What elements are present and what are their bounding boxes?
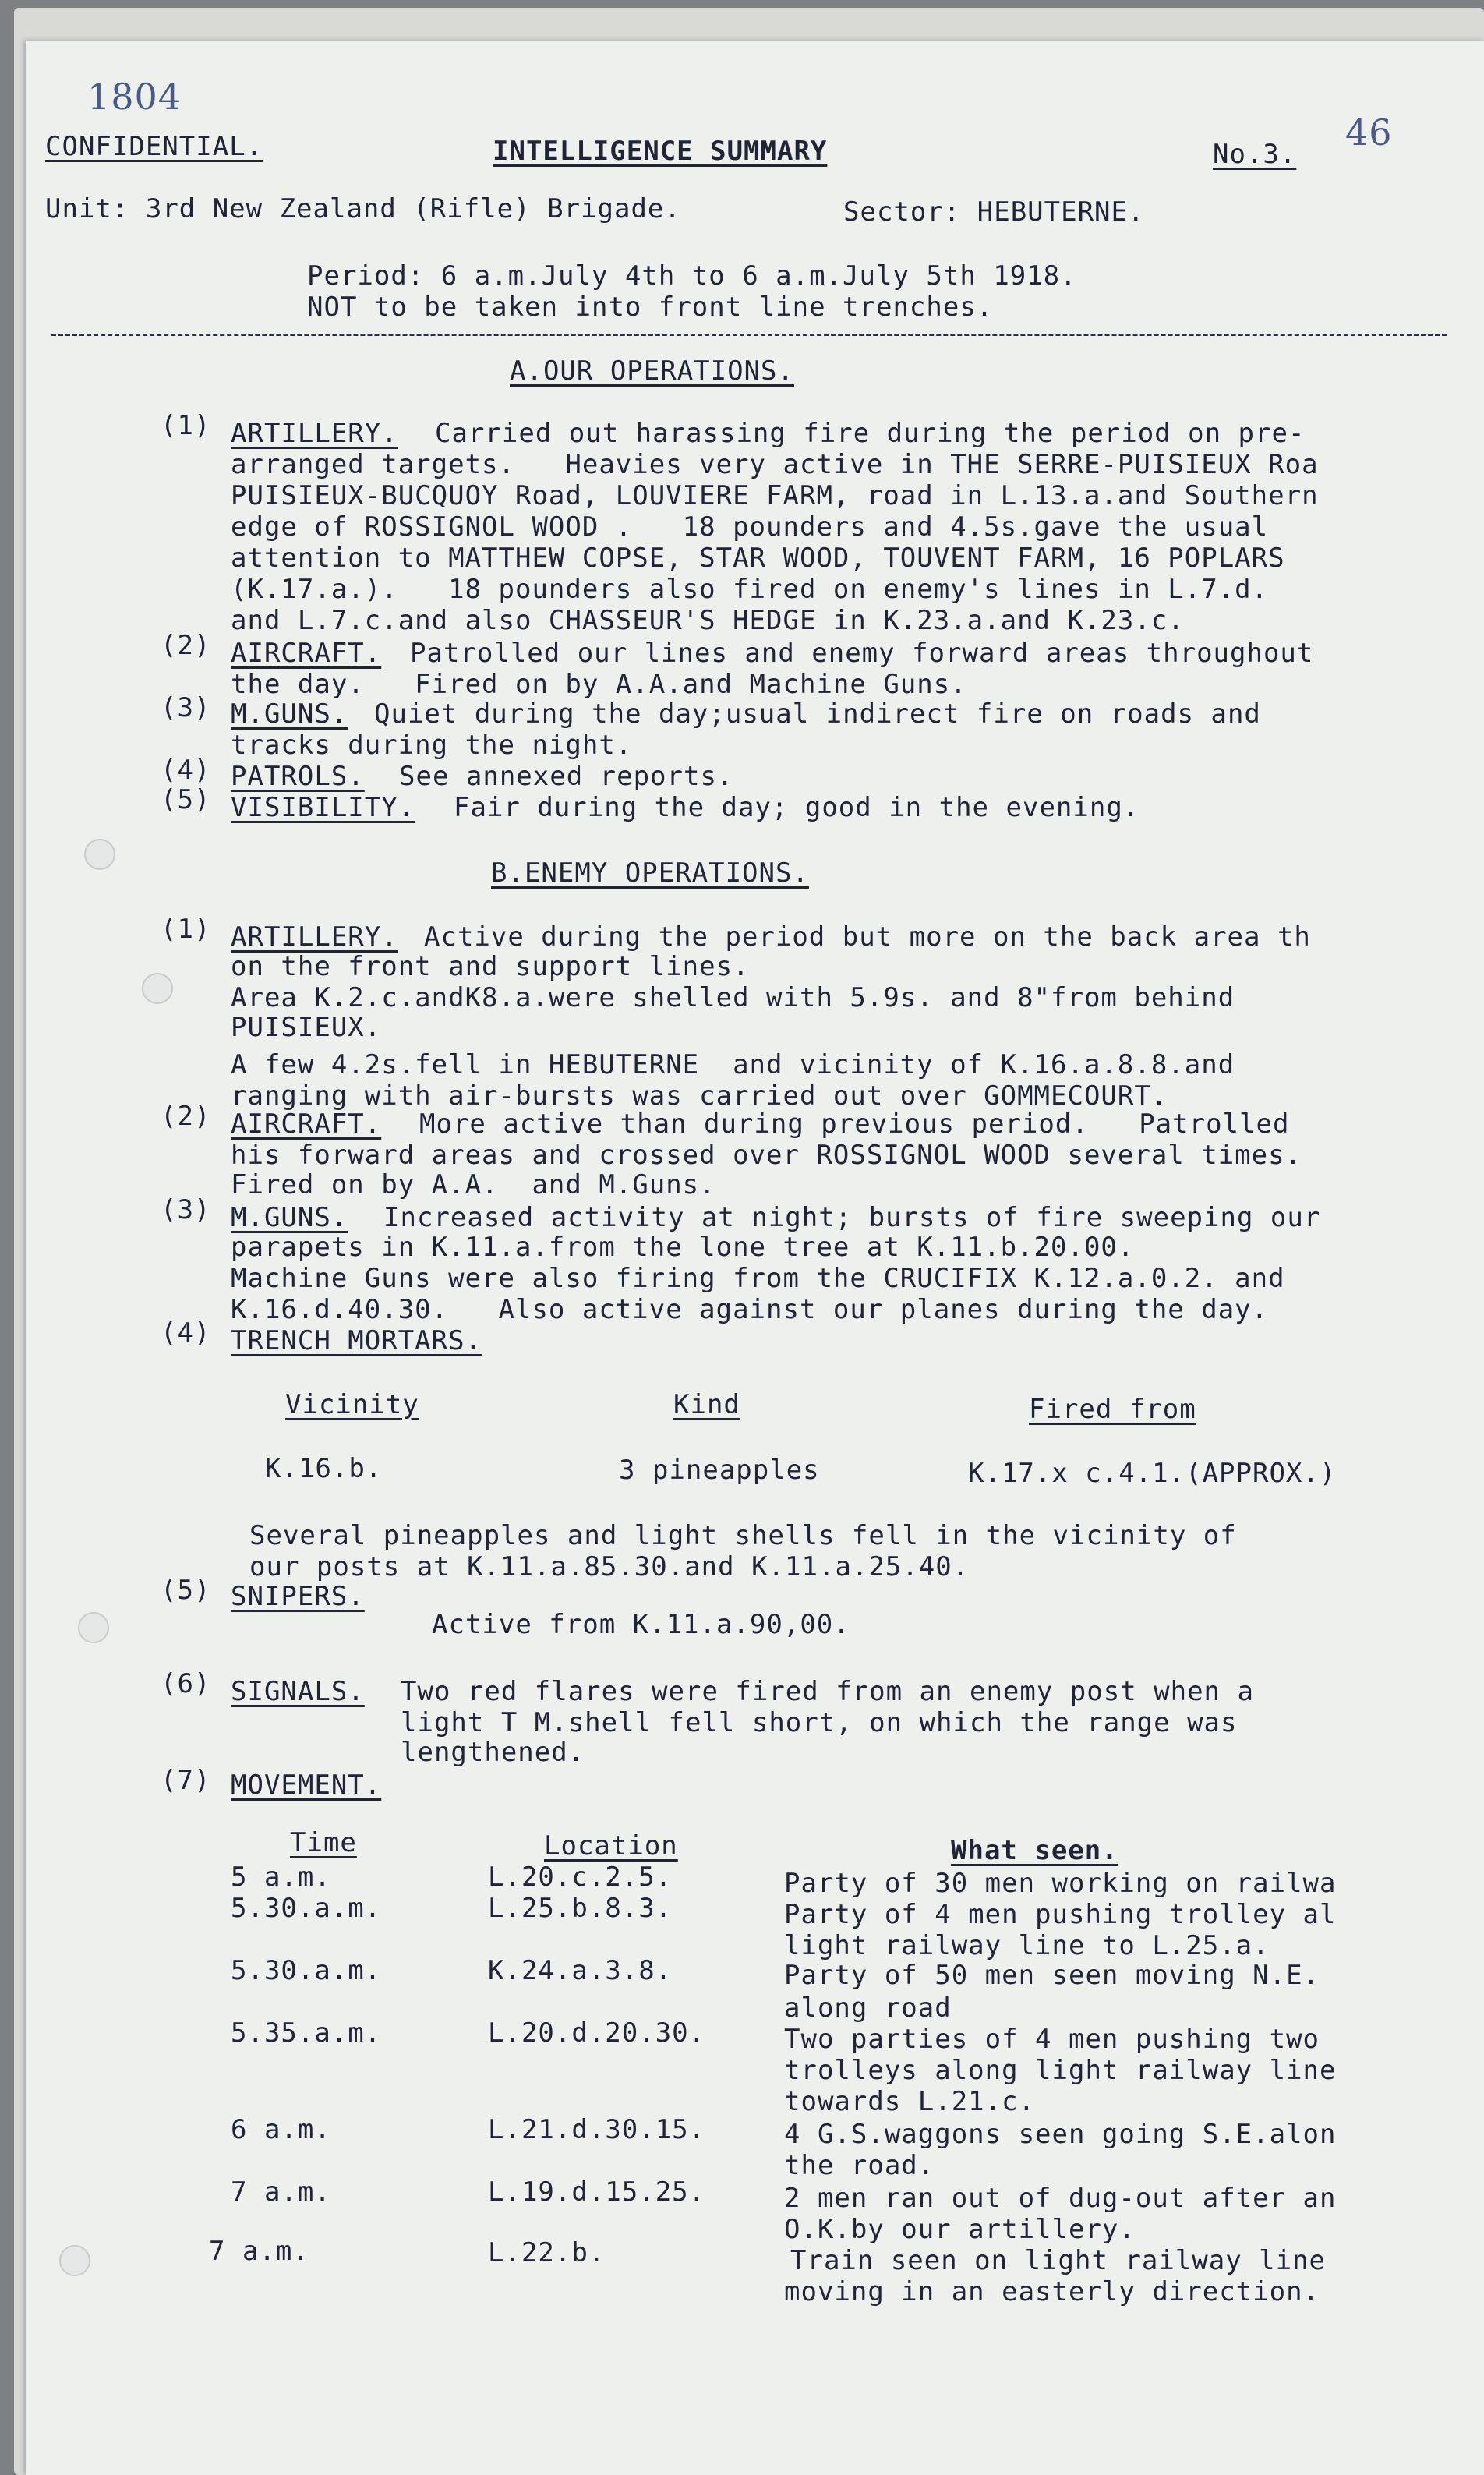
movement-time: 5.30.a.m. [231,1893,382,1924]
item-title: ARTILLERY. [231,921,398,953]
movement-location: L.20.d.20.30. [488,2017,706,2049]
item-number: (2) [161,1101,211,1132]
item-line: Fair during the day; good in the evening. [454,792,1140,823]
movement-location: L.21.d.30.15. [488,2114,706,2145]
item-title: AIRCRAFT. [231,1108,382,1140]
movement-header-what-seen: What seen. [951,1835,1118,1866]
item-line: Increased activity at night; bursts of fire sweeping our [383,1202,1321,1233]
item-title: ARTILLERY. [231,418,398,449]
signals-line: lengthened. [401,1737,585,1768]
item-line: his forward areas and crossed over ROSSIGNOL WOOD several times. [231,1140,1302,1171]
item-line: Quiet during the day;usual indirect fire on roads and [374,698,1261,730]
movement-location: L.25.b.8.3. [488,1893,673,1924]
tm-note-line: Several pineapples and light shells fell in the vicinity of [249,1520,1237,1551]
item-number: (2) [161,630,211,661]
movement-time: 5 a.m. [231,1862,331,1893]
movement-location: L.20.c.2.5. [488,1862,673,1893]
item-line: ranging with air-bursts was carried out over GOMMECOURT. [231,1080,1168,1112]
divider-rule [51,334,1447,336]
item-number: (3) [161,1194,211,1225]
unit-line: Unit: 3rd New Zealand (Rifle) Brigade. [45,193,681,225]
item-number: (7) [161,1765,211,1796]
movement-time: 5.35.a.m. [231,2017,382,2049]
item-line: A few 4.2s.fell in HEBUTERNE and vicinity of K.16.a.8.8.and [231,1049,1235,1080]
item-line: attention to MATTHEW COPSE, STAR WOOD, TOUVENT FARM, 16 POPLARS [231,543,1285,574]
page-number: 46 [1345,111,1393,154]
period-line: Period: 6 a.m.July 4th to 6 a.m.July 5th 1918. [307,260,1077,292]
section-a-heading: A.OUR OPERATIONS. [510,355,794,387]
movement-seen: along road [784,1992,952,2024]
tm-header-vicinity: Vicinity [285,1389,419,1420]
item-line: More active than during previous period. Patrolled [419,1108,1290,1140]
movement-time: 5.30.a.m. [231,1955,382,1986]
item-title: AIRCRAFT. [231,638,382,669]
item-line: Active during the period but more on the back area th [424,921,1311,953]
notice-line: NOT to be taken into front line trenches. [307,292,994,323]
item-line: and L.7.c.and also CHASSEUR'S HEDGE in K.23.a.and K.23.c. [231,605,1185,636]
item-number: (5) [161,784,211,815]
movement-seen: towards L.21.c. [784,2086,1036,2117]
sector-line: Sector: HEBUTERNE. [843,196,1145,228]
movement-header-time: Time [290,1827,357,1858]
tm-cell-fired-from: K.17.x c.4.1.(APPROX.) [968,1458,1337,1489]
item-number: (3) [161,692,211,723]
document-title: INTELLIGENCE SUMMARY [493,136,828,167]
tm-cell-kind: 3 pineapples [619,1455,820,1486]
item-title: M.GUNS. [231,698,348,730]
item-line: Carried out harassing fire during the period on pre- [435,418,1306,449]
item-line: PUISIEUX. [231,1012,382,1043]
item-title: MOVEMENT. [231,1770,382,1801]
item-title: TRENCH MORTARS. [231,1325,482,1356]
punch-hole [84,839,115,870]
movement-seen: Party of 30 men working on railwa [784,1868,1337,1899]
signals-line: light T M.shell fell short, on which the range was [401,1707,1238,1738]
item-line: parapets in K.11.a.from the lone tree at K.11.b.20.00. [231,1232,1135,1263]
item-title: VISIBILITY. [231,792,415,823]
tm-cell-vicinity: K.16.b. [265,1453,383,1484]
movement-seen: trolleys along light railway line [784,2055,1337,2086]
item-number: (1) [161,410,211,441]
item-number: (6) [161,1668,211,1699]
item-line: PUISIEUX-BUCQUOY Road, LOUVIERE FARM, road in L.13.a.and Southern [231,480,1319,511]
item-title: SIGNALS. [231,1676,365,1707]
file-number: 1804 [87,76,182,118]
movement-location: K.24.a.3.8. [488,1955,673,1986]
movement-time: 6 a.m. [231,2114,331,2145]
punch-hole [78,1612,109,1643]
item-line: K.16.d.40.30. Also active against our planes during the day. [231,1294,1269,1325]
item-title: SNIPERS. [231,1581,365,1612]
tm-note-line: our posts at K.11.a.85.30.and K.11.a.25.40. [249,1551,970,1582]
tm-header-fired-from: Fired from [1029,1394,1196,1425]
summary-number: No.3. [1213,139,1297,170]
movement-seen: Party of 50 men seen moving N.E. [784,1960,1320,1991]
movement-time: 7 a.m. [231,2176,331,2208]
movement-seen: Party of 4 men pushing trolley al [784,1899,1337,1930]
item-number: (5) [161,1575,211,1606]
item-line: arranged targets. Heavies very active in THE SERRE-PUISIEUX Roa [231,449,1319,480]
tm-header-kind: Kind [673,1389,740,1420]
section-b-heading: B.ENEMY OPERATIONS. [491,857,809,889]
movement-seen: the road. [784,2150,935,2181]
item-line: edge of ROSSIGNOL WOOD . 18 pounders and 4.5s.gave the usual [231,511,1269,543]
movement-seen: 4 G.S.waggons seen going S.E.alon [784,2119,1337,2150]
movement-seen: O.K.by our artillery. [784,2214,1136,2245]
item-line: Fired on by A.A. and M.Guns. [231,1169,716,1200]
signals-line: Two red flares were fired from an enemy post when a [401,1676,1254,1707]
movement-location: L.22.b. [488,2237,606,2268]
movement-seen: moving in an easterly direction. [784,2276,1320,2307]
item-line: See annexed reports. [399,761,734,792]
movement-seen: Train seen on light railway line [790,2245,1327,2276]
item-line: the day. Fired on by A.A.and Machine Guns. [231,669,967,700]
item-line: tracks during the night. [231,730,633,761]
item-line: Area K.2.c.andK8.a.were shelled with 5.9s. and 8"from behind [231,982,1235,1013]
classification: CONFIDENTIAL. [45,131,263,162]
snipers-text: Active from K.11.a.90,00. [432,1609,850,1640]
item-title: PATROLS. [231,761,365,792]
punch-hole [142,973,173,1004]
item-line: on the front and support lines. [231,951,750,982]
punch-hole [59,2245,90,2276]
item-number: (4) [161,755,211,786]
item-number: (4) [161,1317,211,1349]
movement-seen: light railway line to L.25.a. [784,1930,1270,1961]
movement-seen: Two parties of 4 men pushing two [784,2024,1320,2055]
movement-header-location: Location [544,1830,678,1862]
item-line: Patrolled our lines and enemy forward areas throughout [410,638,1314,669]
movement-time: 7 a.m. [209,2236,309,2267]
item-line: Machine Guns were also firing from the CRUCIFIX K.12.a.0.2. and [231,1263,1285,1294]
movement-location: L.19.d.15.25. [488,2176,706,2208]
item-number: (1) [161,914,211,945]
item-title: M.GUNS. [231,1202,348,1233]
item-line: (K.17.a.). 18 pounders also fired on enemy's lines in L.7.d. [231,574,1269,605]
movement-seen: 2 men ran out of dug-out after an [784,2183,1337,2214]
